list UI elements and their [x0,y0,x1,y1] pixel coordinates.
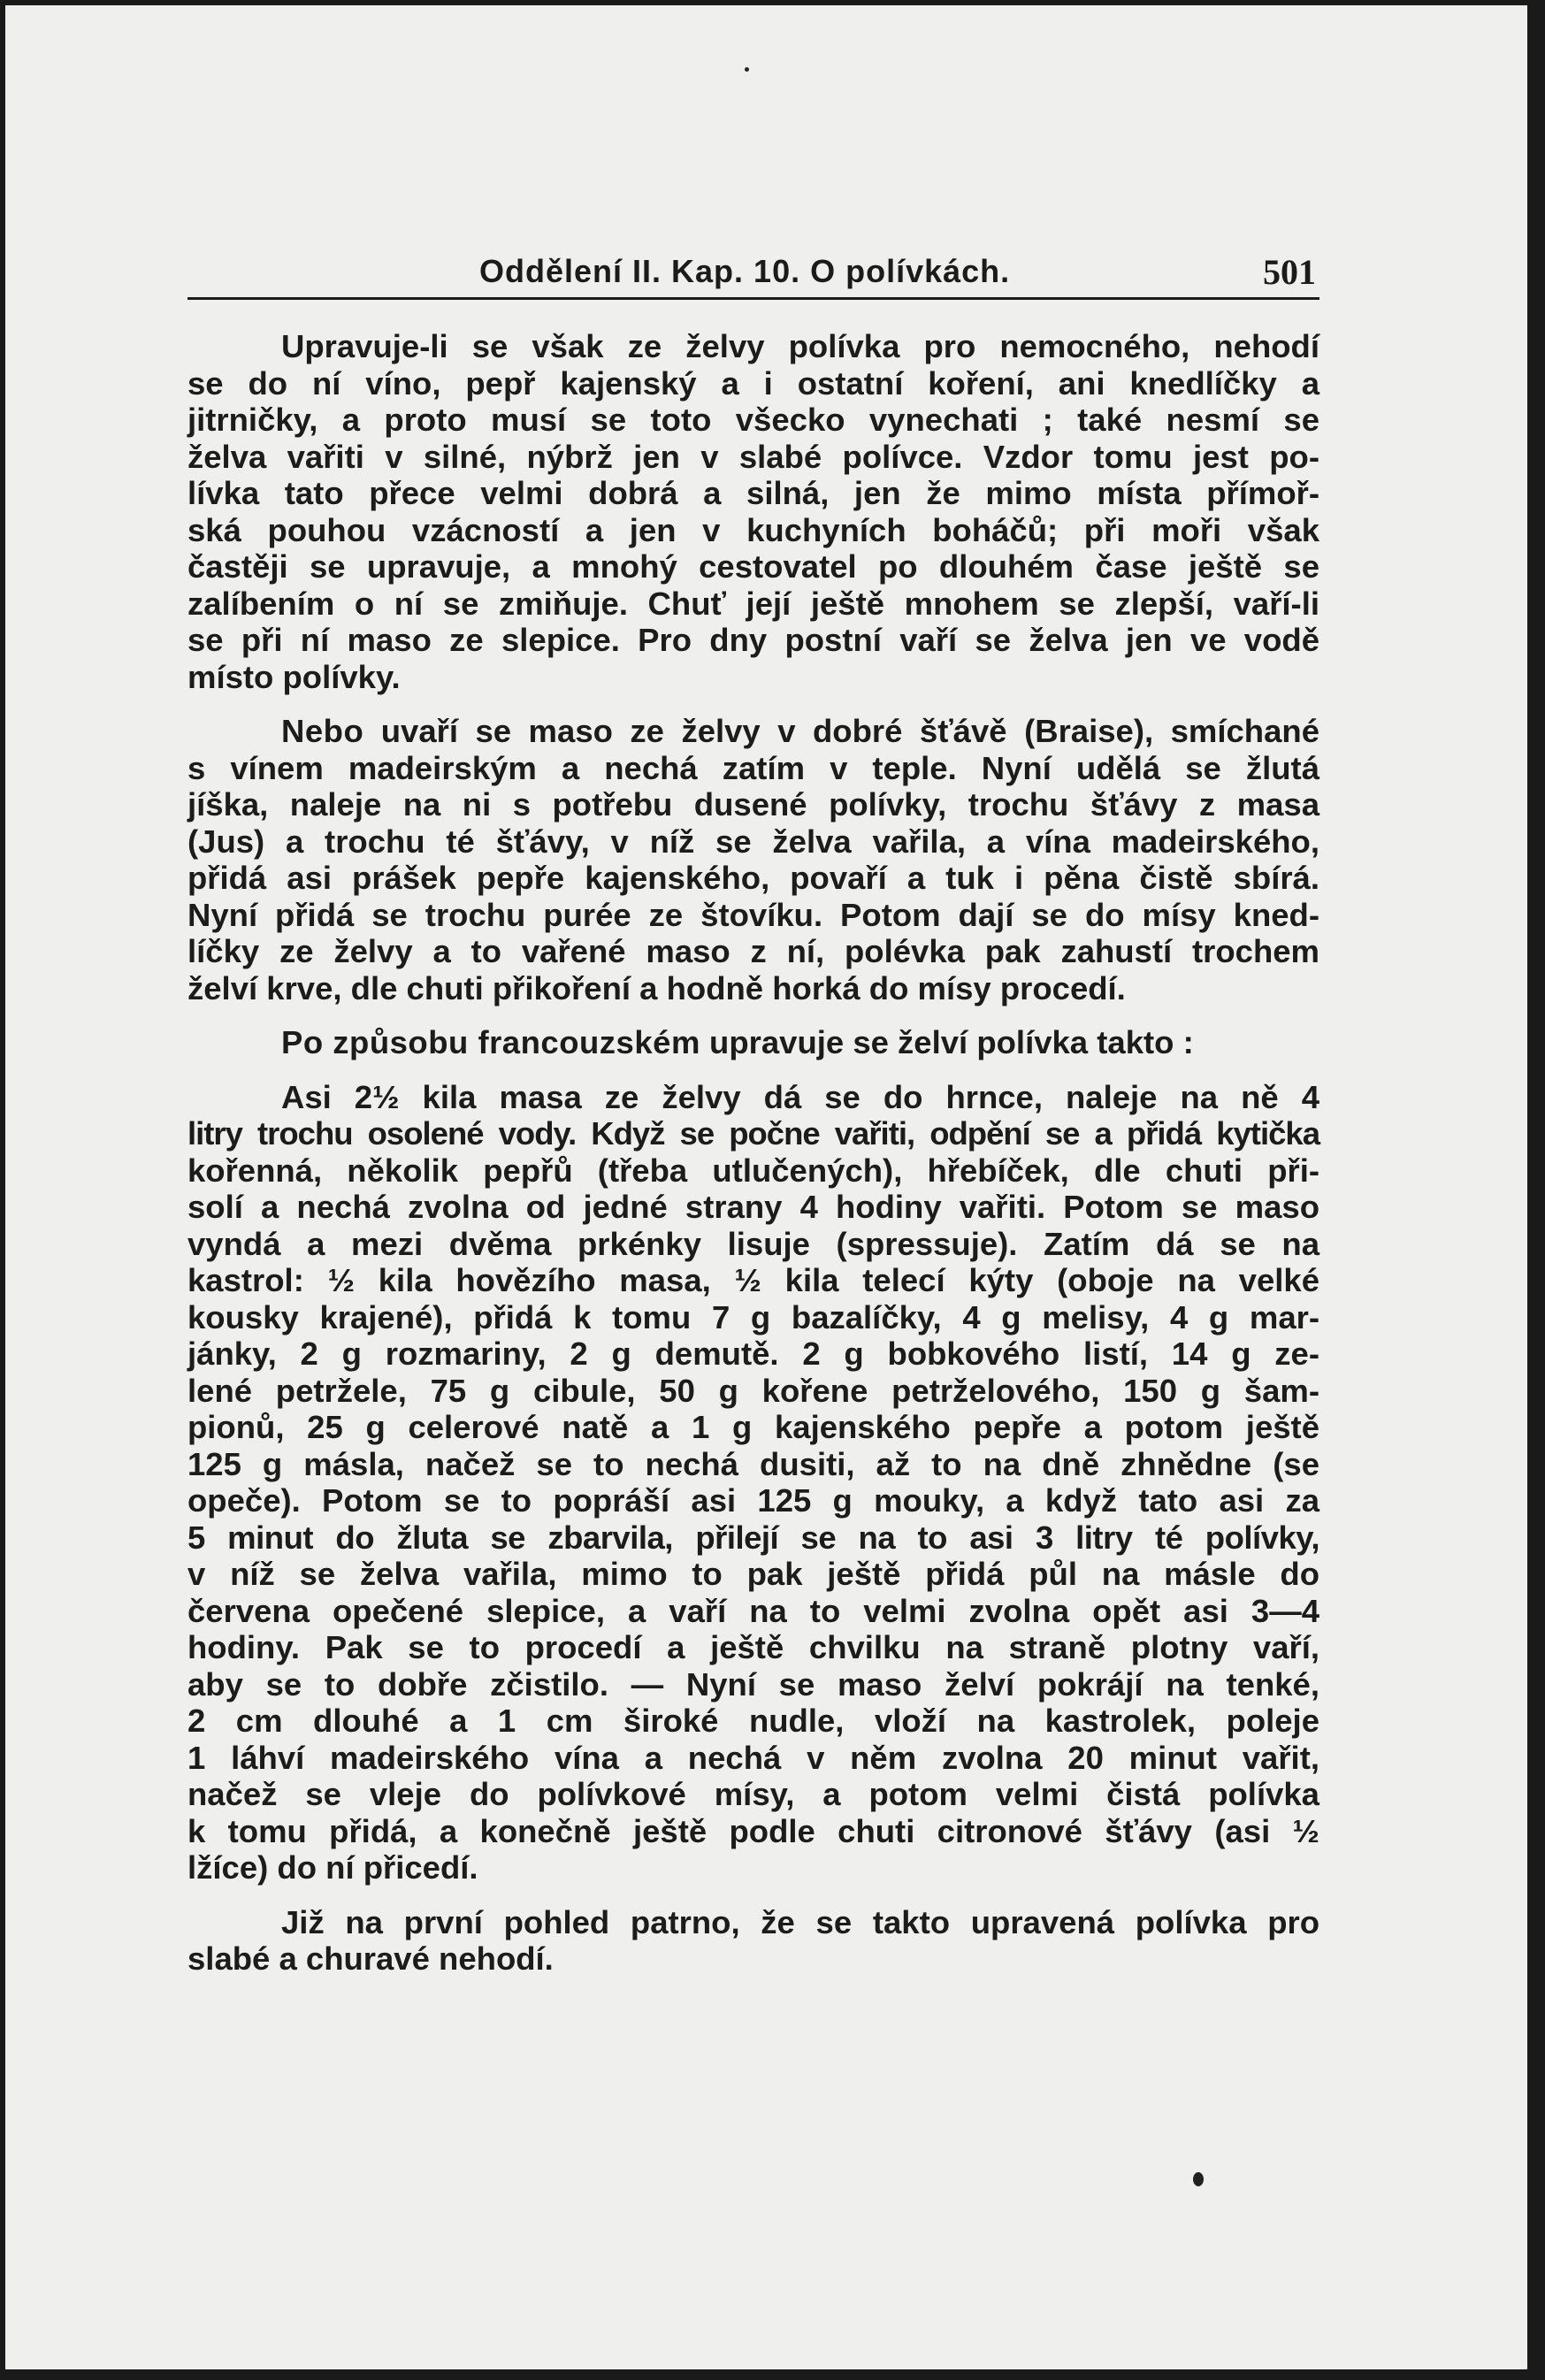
text-line: (Jus) a trochu té šťávy, v níž se želva vařila, a vína madeirského, [187,823,1319,860]
text-line: přidá asi prášek pepře kajenského, povaří a tuk i pěna čistě sbírá. [187,860,1319,896]
text-line: pionů, 25 g celerové natě a 1 g kajenského pepře a potom ještě [187,1409,1319,1445]
paragraph-3 [187,1024,1319,1061]
paragraph-2 [187,713,1319,1006]
text-line [187,1024,1319,1061]
text-line: načež se vleje do polívkové mísy, a potom velmi čistá polívka [187,1776,1319,1812]
text-line: vyndá a mezi dvěma prkénky lisuje (spressuje). Zatím dá se na [187,1225,1319,1262]
body-text [187,328,1319,1978]
text-line: lžíce) do ní přicedí. [187,1849,478,1886]
text-line: místo polívky. [187,658,401,695]
text-line: želva vařiti v silné, nýbrž jen v slabé polívce. Vzdor tomu jest po- [187,438,1319,475]
text-line: Upravuje-li se však ze želvy polívka pro nemocného, nehodí [281,328,1319,364]
text-line: jíška, naleje na ni s potřebu dusené polívky, trochu šťávy z masa [187,786,1319,823]
text-line [187,713,1319,750]
text-line: 1 láhví madeirského vína a nechá v něm zvolna 20 minut vařit, [187,1739,1319,1776]
text-line: 2 cm dlouhé a 1 cm široké nudle, vloží na kastrolek, poleje [187,1703,1319,1739]
paragraph-4 [187,1079,1319,1886]
text-line: solí a nechá zvolna od jedné strany 4 hodiny vařiti. Potom se maso [187,1189,1319,1225]
text-line: se při ní maso ze slepice. Pro dny postní vaří se želva jen ve vodě [187,622,1319,658]
text-line: se do ní víno, pepř kajenský a i ostatní koření, ani knedlíčky a [187,364,1319,402]
text-line: slabé a churavé nehodí. [187,1940,554,1977]
ink-speck [745,67,749,72]
text-line: v níž se želva vařila, mimo to pak ještě přidá půl na másle do [187,1556,1319,1592]
text-line: červena opečené slepice, a vaří na to velmi zvolna opět asi 3—4 [187,1592,1319,1629]
text-line: jánky, 2 g rozmariny, 2 g demutě. 2 g bobkového listí, 14 g ze- [187,1335,1319,1372]
text-line: kousky krajené), přidá k tomu 7 g bazalíčky, 4 g melisy, 4 g mar- [187,1298,1319,1335]
text-line: lené petržele, 75 g cibule, 50 g kořene petrželového, 150 g šam- [187,1372,1319,1409]
text-line: ská pouhou vzácností a jen v kuchyních boháčů; při moři však [187,511,1319,548]
text-line: litry trochu osolené vody. Když se počne vařiti, odpění se a přidá kytička [187,1115,1319,1152]
page-number: 501 [1263,252,1316,292]
text-line: líčky ze želvy a to vařené maso z ní, polévka pak zahustí trochem [187,933,1319,969]
paragraph-5 [187,1904,1319,1978]
text-line: 125 g másla, načež se to nechá dusiti, až to na dně zhnědne (se [187,1445,1319,1482]
text-line: s vínem madeirským a nechá zatím v teple. Nyní udělá se žlutá [187,749,1319,786]
text-line: aby se to dobře zčistilo. — Nyní se maso želví pokrájí na tenké, [187,1665,1319,1703]
running-header [187,242,1319,300]
text-line: jitrničky, a proto musí se toto všecko vynechati ; také nesmí se [187,402,1319,438]
text-run: uvaří se maso ze želvy v dobré šťávě (Braise), smíchané [363,713,1319,749]
run-in-heading: Po způsobu francouzském [281,1024,700,1060]
text-line: Nyní přidá se trochu purée ze štovíku. Potom dají se do mísy kned- [187,896,1319,933]
text-line: želví krve, dle chuti přikoření a hodně horká do mísy procedí. [187,969,1126,1006]
text-line: zalíbením o ní se zmiňuje. Chuť její ještě mnohem se zlepší, vaří-li [187,585,1319,622]
text-line: k tomu přidá, a konečně ještě podle chuti citronové šťávy (asi ½ [187,1812,1319,1849]
text-line: kořenná, několik pepřů (třeba utlučených), hřebíček, dle chuti při- [187,1152,1319,1189]
text-line: hodiny. Pak se to procedí a ještě chvilku na straně plotny vaří, [187,1629,1319,1665]
text-line: častěji se upravuje, a mnohý cestovatel po dlouhém čase ještě se [187,548,1319,585]
text-line: Asi 2½ kila masa ze želvy dá se do hrnce, naleje na ně 4 [281,1078,1319,1115]
text-line: opeče). Potom se to popráší asi 125 g mouky, a když tato asi za [187,1482,1319,1519]
text-line: Již na první pohled patrno, že se takto upravená polívka pro [281,1903,1319,1940]
ink-speck [1193,2172,1204,2186]
run-in-heading: Nebo [281,713,364,749]
book-page [5,5,1527,2369]
text-run: upravuje se želví polívka takto : [700,1024,1194,1060]
text-line: kastrol: ½ kila hovězího masa, ½ kila telecí kýty (oboje na velké [187,1262,1319,1298]
header-title: Oddělení II. Kap. 10. O polívkách. [479,253,1011,289]
text-line: lívka tato přece velmi dobrá a silná, jen že mimo místa přímoř- [187,475,1319,511]
text-line: 5 minut do žluta se zbarvila, přilejí se na to asi 3 litry té polívky, [187,1519,1319,1556]
paragraph-1 [187,328,1319,695]
